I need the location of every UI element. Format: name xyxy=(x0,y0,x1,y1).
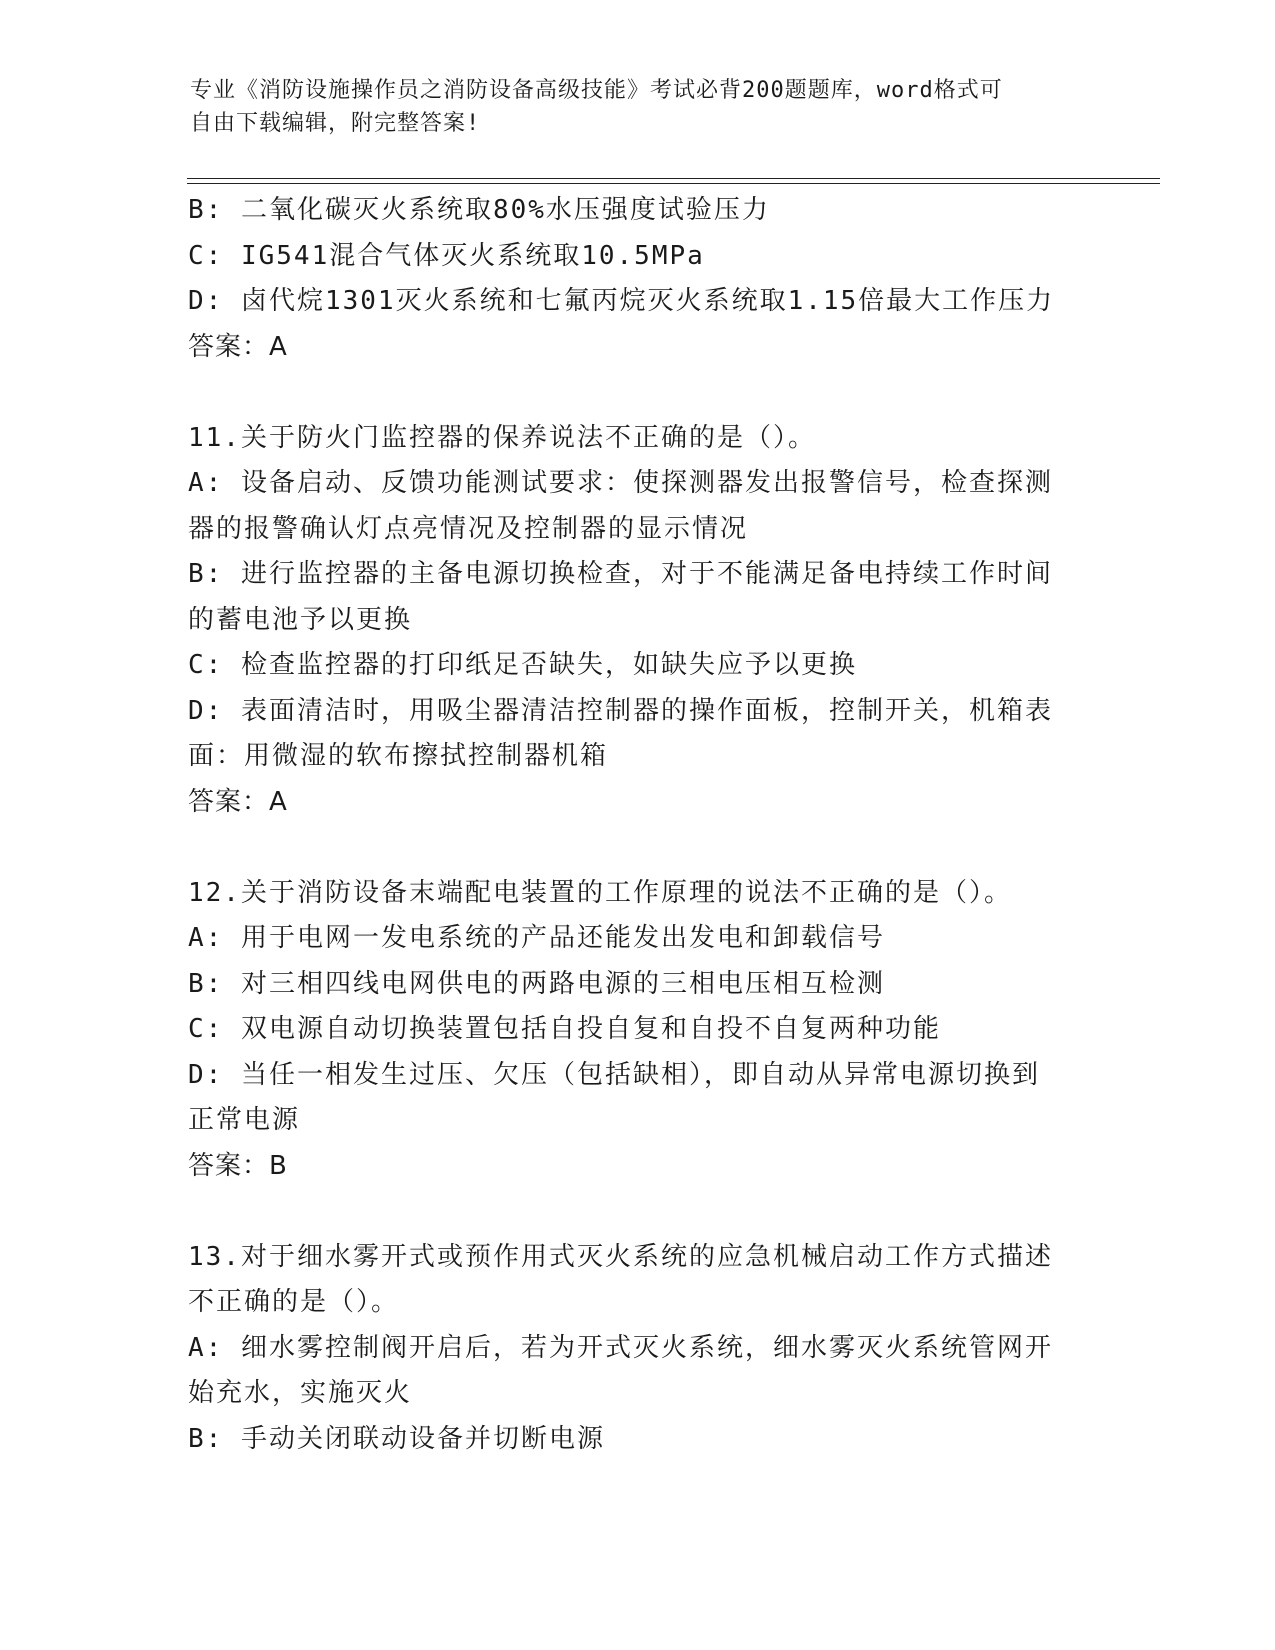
question-text: 11.关于防火门监控器的保养说法不正确的是（）。 xyxy=(188,422,816,453)
header-line-1: 专业《消防设施操作员之消防设备高级技能》考试必背200题题库，word格式可 xyxy=(190,78,1003,103)
answer: 答案：B xyxy=(188,1150,288,1181)
answer: 答案：A xyxy=(188,786,288,817)
spacer xyxy=(188,370,1088,416)
header-divider-top xyxy=(187,178,1160,179)
document-body xyxy=(188,188,1088,1462)
option-a: A: 用于电网一发电系统的产品还能发出发电和卸载信号 xyxy=(188,923,885,953)
question-12 xyxy=(188,871,1088,1190)
option-b: B: 二氧化碳灭火系统取80%水压强度试验压力 xyxy=(188,195,770,225)
question-text-line-1: 13.对于细水雾开式或预作用式灭火系统的应急机械启动工作方式描述 xyxy=(188,1241,1053,1272)
option-a-line-1: A: 设备启动、反馈功能测试要求：使探测器发出报警信号，检查探测 xyxy=(188,468,1053,498)
question-10-tail xyxy=(188,188,1088,370)
option-a-line-1: A: 细水雾控制阀开启后，若为开式灭火系统，细水雾灭火系统管网开 xyxy=(188,1332,1053,1363)
option-b: B: 手动关闭联动设备并切断电源 xyxy=(188,1423,605,1454)
option-c: C: 检查监控器的打印纸足否缺失，如缺失应予以更换 xyxy=(188,650,857,680)
spacer xyxy=(188,1189,1088,1235)
option-c: C: IG541混合气体灭火系统取10.5MPa xyxy=(188,240,705,271)
option-c: C: 双电源自动切换装置包括自投自复和自投不自复两种功能 xyxy=(188,1014,941,1044)
option-d-line-2: 面：用微湿的软布擦拭控制器机箱 xyxy=(188,741,609,771)
answer: 答案：A xyxy=(188,331,288,362)
document-header xyxy=(190,74,1090,140)
option-d-line-2: 正常电源 xyxy=(188,1105,301,1135)
option-d: D: 卤代烷1301灭火系统和七氟丙烷灭火系统取1.15倍最大工作压力 xyxy=(188,286,1055,316)
question-13 xyxy=(188,1235,1088,1463)
question-11 xyxy=(188,416,1088,826)
option-d-line-1: D: 表面清洁时，用吸尘器清洁控制器的操作面板，控制开关，机箱表 xyxy=(188,695,1053,726)
header-divider-bottom xyxy=(187,183,1160,184)
option-a-line-2: 始充水，实施灭火 xyxy=(188,1378,413,1408)
option-b-line-2: 的蓄电池予以更换 xyxy=(188,604,413,635)
spacer xyxy=(188,825,1088,871)
option-a-line-2: 器的报警确认灯点亮情况及控制器的显示情况 xyxy=(188,513,749,544)
option-b: B: 对三相四线电网供电的两路电源的三相电压相互检测 xyxy=(188,968,885,999)
option-d-line-1: D: 当任一相发生过压、欠压（包括缺相），即自动从异常电源切换到 xyxy=(188,1059,1040,1090)
header-line-2: 自由下载编辑，附完整答案! xyxy=(190,111,481,136)
question-text-line-2: 不正确的是（）。 xyxy=(188,1287,400,1317)
option-b-line-1: B: 进行监控器的主备电源切换检查，对于不能满足备电持续工作时间 xyxy=(188,559,1053,589)
question-text: 12.关于消防设备末端配电装置的工作原理的说法不正确的是（）。 xyxy=(188,877,1012,908)
